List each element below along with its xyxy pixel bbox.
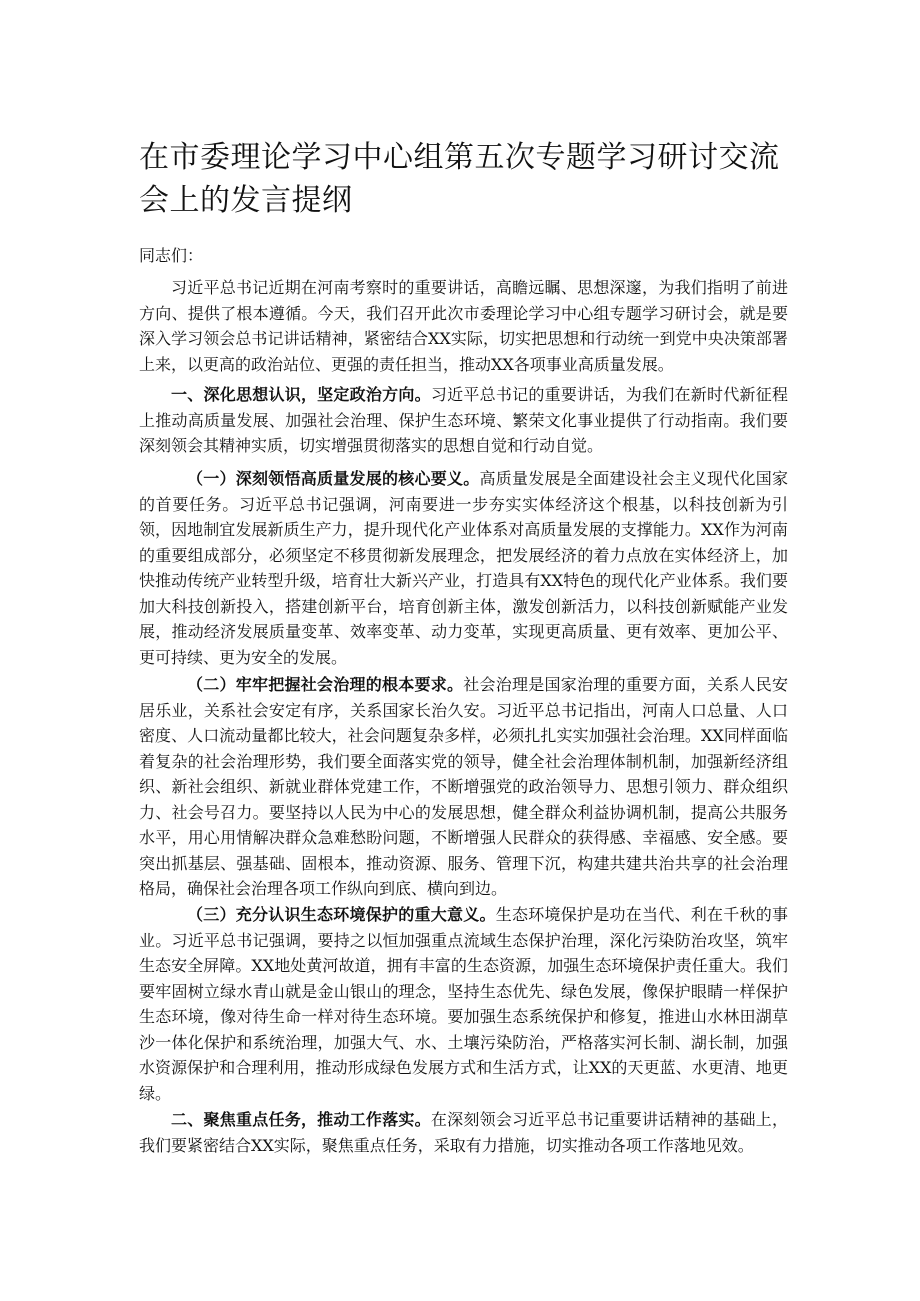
intro-paragraph (139, 275, 788, 377)
subsection-three-paragraph (139, 902, 788, 1106)
subsection-heading: （一）深刻领悟高质量发展的核心要义。 (187, 469, 480, 488)
paragraph-text: 在深刻领会习近平总书记重要讲话精神的基础上，我们要紧密结合XX实际，聚焦重点任务，采取有力措施，切实推动各项工作落地见效。 (139, 1110, 788, 1155)
salutation: 同志们： (139, 246, 204, 265)
paragraph-text: 社会治理是国家治理的重要方面，关系人民安居乐业，关系社会安定有序，关系国家长治久安。习近平总书记指出，河南人口总量、人口密度、人口流动量都比较大，社会问题复杂多样，必须扎扎实实加强社会治理。XX同样面临着复杂的社会治理形势，我们要全面落实党的领导，健全社会治理体制机制，加强新经济组织、新社会组织、新就业群体党建工作，不断增强党的政治领导力、思想引领力、群众组织力、社会号召力。要坚持以人民为中心的发展思想，健全群众利益协调机制，提高公共服务水平，用心用情解决群众急难愁盼问题，不断增强人民群众的获得感、幸福感、安全感。要突出抓基层、强基础、固根本，推动资源、服务、管理下沉，构建共建共治共享的社会治理格局，确保社会治理各项工作纵向到底、横向到边。 (139, 675, 788, 898)
section-heading: 二、聚焦重点任务，推动工作落实。 (171, 1110, 431, 1129)
paragraph-text: 习近平总书记的重要讲话，为我们在新时代新征程上推动高质量发展、加强社会治理、保护生态环境、繁荣文化事业提供了行动指南。我们要深刻领会其精神实质，切实增强贯彻落实的思想自觉和行动自觉。 (139, 385, 788, 455)
document-title: 在市委理论学习中心组第五次专题学习研讨交流会上的发言提纲 (139, 140, 780, 218)
section-heading: 一、深化思想认识，坚定政治方向。 (171, 385, 431, 404)
section-two-paragraph (139, 1107, 788, 1158)
paragraph-text: 生态环境保护是功在当代、利在千秋的事业。习近平总书记强调，要持之以恒加强重点流域生态保护治理，深化污染防治攻坚，筑牢生态安全屏障。XX地处黄河故道，拥有丰富的生态资源，加强生态环境保护责任重大。我们要牢固树立绿水青山就是金山银山的理念，坚持生态优先、绿色发展，像保护眼睛一样保护生态环境，像对待生命一样对待生态环境。要加强生态系统保护和修复，推进山水林田湖草沙一体化保护和系统治理，加强大气、水、土壤污染防治，严格落实河长制、湖长制，加强水资源保护和合理利用，推动形成绿色发展方式和生活方式，让XX的天更蓝、水更清、地更绿。 (139, 905, 788, 1103)
subsection-two-paragraph (139, 672, 788, 902)
subsection-one-paragraph (139, 466, 788, 670)
subsection-heading: （三）充分认识生态环境保护的重大意义。 (187, 905, 496, 924)
subsection-heading: （二）牢牢把握社会治理的根本要求。 (187, 675, 464, 694)
paragraph-text: 高质量发展是全面建设社会主义现代化国家的首要任务。习近平总书记强调，河南要进一步夯实实体经济这个根基，以科技创新为引领，因地制宜发展新质生产力，提升现代化产业体系对高质量发展的支撑能力。XX作为河南的重要组成部分，必须坚定不移贯彻新发展理念，把发展经济的着力点放在实体经济上，加快推动传统产业转型升级，培育壮大新兴产业，打造具有XX特色的现代化产业体系。我们要加大科技创新投入，搭建创新平台，培育创新主体，激发创新活力，以科技创新赋能产业发展，推动经济发展质量变革、效率变革、动力变革，实现更高质量、更有效率、更加公平、更可持续、更为安全的发展。 (139, 469, 788, 667)
section-one-paragraph (139, 382, 788, 459)
paragraph-text: 习近平总书记近期在河南考察时的重要讲话，高瞻远瞩、思想深邃，为我们指明了前进方向、提供了根本遵循。今天，我们召开此次市委理论学习中心组专题学习研讨会，就是要深入学习领会总书记讲话精神，紧密结合XX实际，切实把思想和行动统一到党中央决策部署上来，以更高的政治站位、更强的责任担当，推动XX各项事业高质量发展。 (139, 278, 788, 374)
